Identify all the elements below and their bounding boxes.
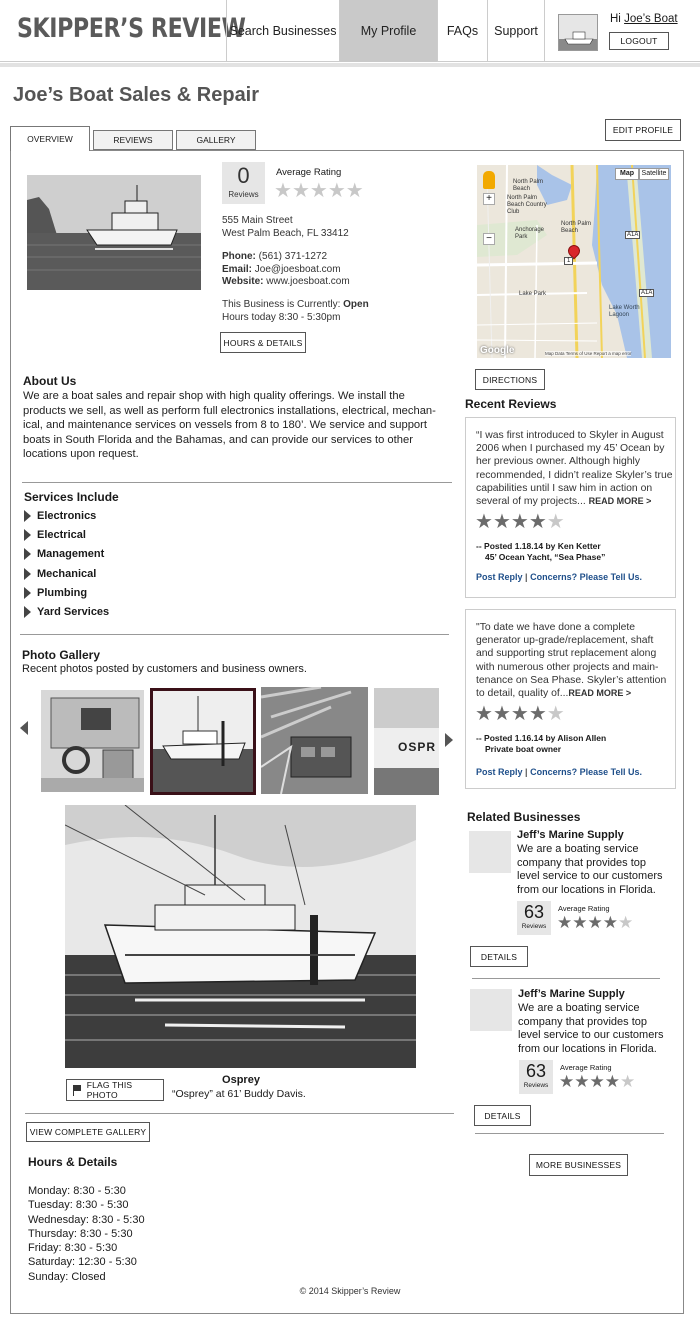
related-average-rating-label: Average Rating bbox=[558, 904, 610, 913]
related-details-button[interactable]: DETAILS bbox=[474, 1105, 531, 1126]
divider bbox=[472, 978, 660, 979]
location-map[interactable] bbox=[477, 165, 671, 358]
service-item[interactable]: Plumbing bbox=[24, 587, 87, 599]
flag-photo-label: FLAG THIS PHOTO bbox=[86, 1080, 133, 1100]
gallery-subtitle: Recent photos posted by customers and business owners. bbox=[22, 663, 307, 675]
footer-copyright: © 2014 Skipper’s Review bbox=[299, 1286, 401, 1296]
hours-list bbox=[28, 1184, 145, 1284]
photo-caption: “Osprey” at 61’ Buddy Davis. bbox=[172, 1088, 306, 1100]
gallery-thumbnail[interactable] bbox=[374, 688, 439, 795]
review-count-box[interactable] bbox=[222, 162, 265, 204]
user-name-link[interactable]: Joe’s Boat bbox=[624, 13, 678, 25]
related-review-count: 63 bbox=[525, 1061, 547, 1081]
view-complete-gallery-button[interactable]: VIEW COMPLETE GALLERY bbox=[26, 1122, 150, 1142]
star-icon: ★ bbox=[492, 703, 511, 725]
directions-button[interactable]: DIRECTIONS bbox=[475, 369, 545, 390]
business-status bbox=[222, 299, 369, 324]
service-item[interactable]: Yard Services bbox=[24, 606, 109, 618]
map-label: Anchorage Park bbox=[515, 227, 545, 240]
divider bbox=[25, 1113, 454, 1114]
star-icon: ★ bbox=[559, 1072, 575, 1091]
gallery-prev-arrow-icon[interactable] bbox=[20, 721, 28, 735]
more-businesses-button[interactable]: MORE BUSINESSES bbox=[529, 1154, 628, 1176]
about-title: About Us bbox=[23, 374, 77, 388]
concerns-link[interactable]: Concerns? Please Tell Us. bbox=[530, 572, 642, 582]
star-icon: ★ bbox=[587, 913, 603, 932]
tab-reviews[interactable]: REVIEWS bbox=[93, 130, 173, 150]
hours-row: Thursday: 8:30 - 5:30 bbox=[28, 1227, 133, 1240]
business-contact bbox=[222, 251, 350, 289]
star-icon: ★ bbox=[345, 180, 364, 202]
map-google-logo: Google bbox=[480, 345, 515, 356]
review-rating-stars bbox=[475, 511, 565, 534]
related-average-rating-label: Average Rating bbox=[560, 1063, 612, 1072]
hours-details-button[interactable]: HOURS & DETAILS bbox=[220, 332, 306, 353]
review-text: “I was first introduced to Skyler in August 2006 when I purchased my 45’ Ocean by her previous owner. Although highly recommended, I didn’t realize Skyler’s true capabilities until I saw him in action on several of my projects... READ MORE > bbox=[476, 430, 673, 508]
star-icon: ★ bbox=[572, 913, 588, 932]
caret-right-icon bbox=[24, 548, 31, 560]
map-label: North Palm Beach Country Club bbox=[507, 195, 547, 215]
hours-today: Hours today 8:30 - 5:30pm bbox=[222, 311, 341, 323]
star-icon: ★ bbox=[620, 1072, 636, 1091]
star-icon: ★ bbox=[589, 1072, 605, 1091]
review-actions: Post Reply | Concerns? Please Tell Us. bbox=[476, 767, 642, 777]
related-review-count-label: Reviews bbox=[521, 923, 547, 930]
review-posted: -- Posted 1.16.14 by Alison Allen bbox=[476, 733, 607, 743]
about-line: boats in South Florida and the Bahamas, and can provide our services to other bbox=[23, 433, 413, 446]
related-review-count-box[interactable] bbox=[517, 901, 551, 935]
about-text bbox=[23, 389, 436, 462]
star-icon: ★ bbox=[327, 180, 346, 202]
flag-photo-button[interactable] bbox=[66, 1079, 164, 1101]
hours-row: Monday: 8:30 - 5:30 bbox=[28, 1185, 126, 1197]
related-business-name[interactable]: Jeff’s Marine Supply bbox=[517, 829, 624, 841]
road-shield: 1 bbox=[564, 257, 573, 265]
star-icon: ★ bbox=[510, 703, 529, 725]
hours-row: Tuesday: 8:30 - 5:30 bbox=[28, 1199, 129, 1212]
gallery-thumbnail-selected[interactable] bbox=[150, 688, 256, 795]
map-pegman-icon[interactable] bbox=[483, 171, 495, 189]
star-icon: ★ bbox=[602, 913, 618, 932]
phone-value[interactable]: (561) 371-1272 bbox=[258, 251, 328, 262]
read-more-link[interactable]: READ MORE > bbox=[588, 496, 652, 507]
review-posted: -- Posted 1.18.14 by Ken Ketter bbox=[476, 541, 601, 551]
gallery-next-arrow-icon[interactable] bbox=[445, 733, 453, 747]
about-line: locations upon request. bbox=[23, 448, 139, 460]
website-label: Website: bbox=[222, 276, 264, 287]
review-text: "To date we have done a complete generator up-grade/replacement, shaft and supporting strut replacement along with numerous other projects and main- tenance on Sea Phase. Skyler’s attention to detail, quality of...READ MORE > bbox=[476, 622, 667, 700]
map-zoom-in-button[interactable]: + bbox=[483, 193, 495, 205]
business-rating-stars bbox=[274, 180, 364, 203]
logout-button[interactable]: LOGOUT bbox=[609, 32, 669, 50]
star-icon: ★ bbox=[274, 180, 292, 202]
business-address bbox=[222, 215, 349, 240]
related-business-desc: We are a boating service company that provides top level service to our customers from our locations in Florida. bbox=[518, 1002, 664, 1055]
map-attribution[interactable]: Map Data Terms of Use Report a map error bbox=[545, 351, 632, 356]
status-badge: Open bbox=[343, 299, 369, 310]
logo[interactable]: SKIPPER’S REVIEW bbox=[17, 13, 246, 44]
greeting-prefix: Hi bbox=[610, 13, 621, 25]
website-value[interactable]: www.joesboat.com bbox=[266, 276, 350, 287]
star-icon: ★ bbox=[475, 703, 493, 725]
related-business-thumbnail[interactable] bbox=[469, 831, 511, 873]
about-line: ical, and maintenance services on vessels from 8 to 180’. We service and support bbox=[23, 419, 427, 431]
flag-icon bbox=[73, 1085, 82, 1096]
nav-search-businesses[interactable]: Search Businesses bbox=[226, 0, 340, 62]
email-label: Email: bbox=[222, 263, 253, 275]
photo-caption-title: Osprey bbox=[222, 1074, 260, 1086]
map-label: Lake Worth Lagoon bbox=[609, 305, 640, 318]
star-icon: ★ bbox=[492, 511, 511, 533]
star-icon: ★ bbox=[528, 703, 547, 725]
page-title: Joe’s Boat Sales & Repair bbox=[13, 84, 260, 106]
related-rating-stars bbox=[557, 913, 633, 933]
related-review-count: 63 bbox=[523, 902, 545, 922]
hours-row: Friday: 8:30 - 5:30 bbox=[28, 1242, 118, 1255]
business-photo[interactable] bbox=[27, 175, 201, 290]
star-icon: ★ bbox=[618, 913, 634, 932]
hours-row: Wednesday: 8:30 - 5:30 bbox=[28, 1213, 145, 1226]
review-card bbox=[465, 609, 676, 789]
phone-label: Phone: bbox=[222, 251, 256, 262]
service-item[interactable]: Management bbox=[24, 548, 104, 560]
email-value[interactable]: Joe@joesboat.com bbox=[254, 263, 341, 275]
star-icon: ★ bbox=[557, 913, 573, 932]
thumbnail-text: OSPR bbox=[398, 740, 437, 754]
star-icon: ★ bbox=[475, 511, 493, 533]
road-shield: A1A bbox=[641, 290, 653, 296]
post-reply-link[interactable]: Post Reply bbox=[476, 767, 523, 777]
header-bar bbox=[0, 0, 700, 62]
avatar[interactable] bbox=[558, 14, 598, 51]
caret-right-icon bbox=[24, 606, 31, 618]
address-line-1: 555 Main Street bbox=[222, 215, 293, 226]
concerns-link[interactable]: Concerns? Please Tell Us. bbox=[530, 767, 642, 777]
greeting bbox=[610, 13, 678, 25]
nav-support[interactable]: Support bbox=[488, 0, 545, 62]
star-icon: ★ bbox=[528, 511, 547, 533]
caret-right-icon bbox=[24, 568, 31, 580]
map-label: Lake Park bbox=[519, 291, 547, 297]
service-item[interactable]: Electrical bbox=[24, 529, 86, 541]
gallery-thumbnail[interactable] bbox=[261, 687, 368, 794]
divider bbox=[475, 1133, 664, 1134]
post-reply-link[interactable]: Post Reply bbox=[476, 572, 523, 582]
status-prefix: This Business is Currently: bbox=[222, 299, 341, 310]
hours-title: Hours & Details bbox=[28, 1155, 118, 1169]
about-line: products we sell, as well as perform full electronics installations, electrical, mechan- bbox=[23, 404, 436, 417]
tab-gallery[interactable]: GALLERY bbox=[176, 130, 256, 150]
read-more-link[interactable]: READ MORE > bbox=[568, 688, 632, 699]
related-details-button[interactable]: DETAILS bbox=[470, 946, 528, 967]
related-business-desc: We are a boating service company that provides top level service to our customers from our locations in Florida. bbox=[517, 843, 663, 896]
map-type-satellite-button[interactable]: Satellite bbox=[639, 168, 669, 180]
review-card bbox=[465, 417, 676, 598]
caret-right-icon bbox=[24, 510, 31, 522]
related-review-count-box[interactable] bbox=[519, 1060, 553, 1094]
hours-row: Saturday: 12:30 - 5:30 bbox=[28, 1256, 137, 1269]
address-line-2: West Palm Beach, FL 33412 bbox=[222, 227, 349, 239]
related-review-count-label: Reviews bbox=[523, 1082, 549, 1089]
star-icon: ★ bbox=[574, 1072, 590, 1091]
star-icon: ★ bbox=[510, 511, 529, 533]
nav-faqs[interactable]: FAQs bbox=[438, 0, 488, 62]
edit-profile-button[interactable]: EDIT PROFILE bbox=[605, 119, 681, 141]
map-label: North Palm Beach bbox=[561, 221, 592, 234]
star-icon: ★ bbox=[291, 180, 310, 202]
divider bbox=[20, 634, 449, 635]
header-divider bbox=[0, 63, 700, 67]
gallery-title: Photo Gallery bbox=[22, 648, 101, 662]
services-title: Services Include bbox=[24, 490, 119, 504]
map-zoom-out-button[interactable]: − bbox=[483, 233, 495, 245]
hours-row: Sunday: Closed bbox=[28, 1270, 106, 1283]
star-icon: ★ bbox=[546, 703, 565, 725]
tab-overview[interactable]: OVERVIEW bbox=[10, 126, 90, 151]
star-icon: ★ bbox=[309, 180, 328, 202]
average-rating-label: Average Rating bbox=[276, 167, 342, 178]
related-business-thumbnail[interactable] bbox=[470, 989, 512, 1031]
caret-right-icon bbox=[24, 529, 31, 541]
about-line: We are a boat sales and repair shop with high quality offerings. We install the bbox=[23, 390, 405, 402]
map-type-map-button[interactable]: Map bbox=[615, 168, 639, 180]
review-count-label: Reviews bbox=[228, 190, 259, 199]
review-actions: Post Reply | Concerns? Please Tell Us. bbox=[476, 572, 642, 582]
gallery-thumbnail[interactable] bbox=[41, 690, 144, 792]
related-business-name[interactable]: Jeff’s Marine Supply bbox=[518, 988, 625, 1000]
review-boat: 45’ Ocean Yacht, “Sea Phase” bbox=[485, 552, 606, 562]
review-count: 0 bbox=[237, 163, 250, 188]
star-icon: ★ bbox=[546, 511, 565, 533]
related-rating-stars bbox=[559, 1072, 635, 1092]
caret-right-icon bbox=[24, 587, 31, 599]
review-boat: Private boat owner bbox=[485, 744, 562, 754]
service-item[interactable]: Electronics bbox=[24, 510, 96, 522]
recent-reviews-title: Recent Reviews bbox=[465, 397, 557, 411]
divider bbox=[22, 482, 452, 483]
related-businesses-title: Related Businesses bbox=[467, 810, 581, 824]
service-item[interactable]: Mechanical bbox=[24, 568, 96, 580]
nav-my-profile[interactable]: My Profile bbox=[340, 0, 438, 62]
map-label: North Palm Beach bbox=[513, 179, 544, 192]
road-shield: A1A bbox=[627, 232, 639, 238]
review-rating-stars bbox=[475, 703, 565, 726]
star-icon: ★ bbox=[604, 1072, 620, 1091]
gallery-main-photo[interactable] bbox=[65, 805, 416, 1068]
